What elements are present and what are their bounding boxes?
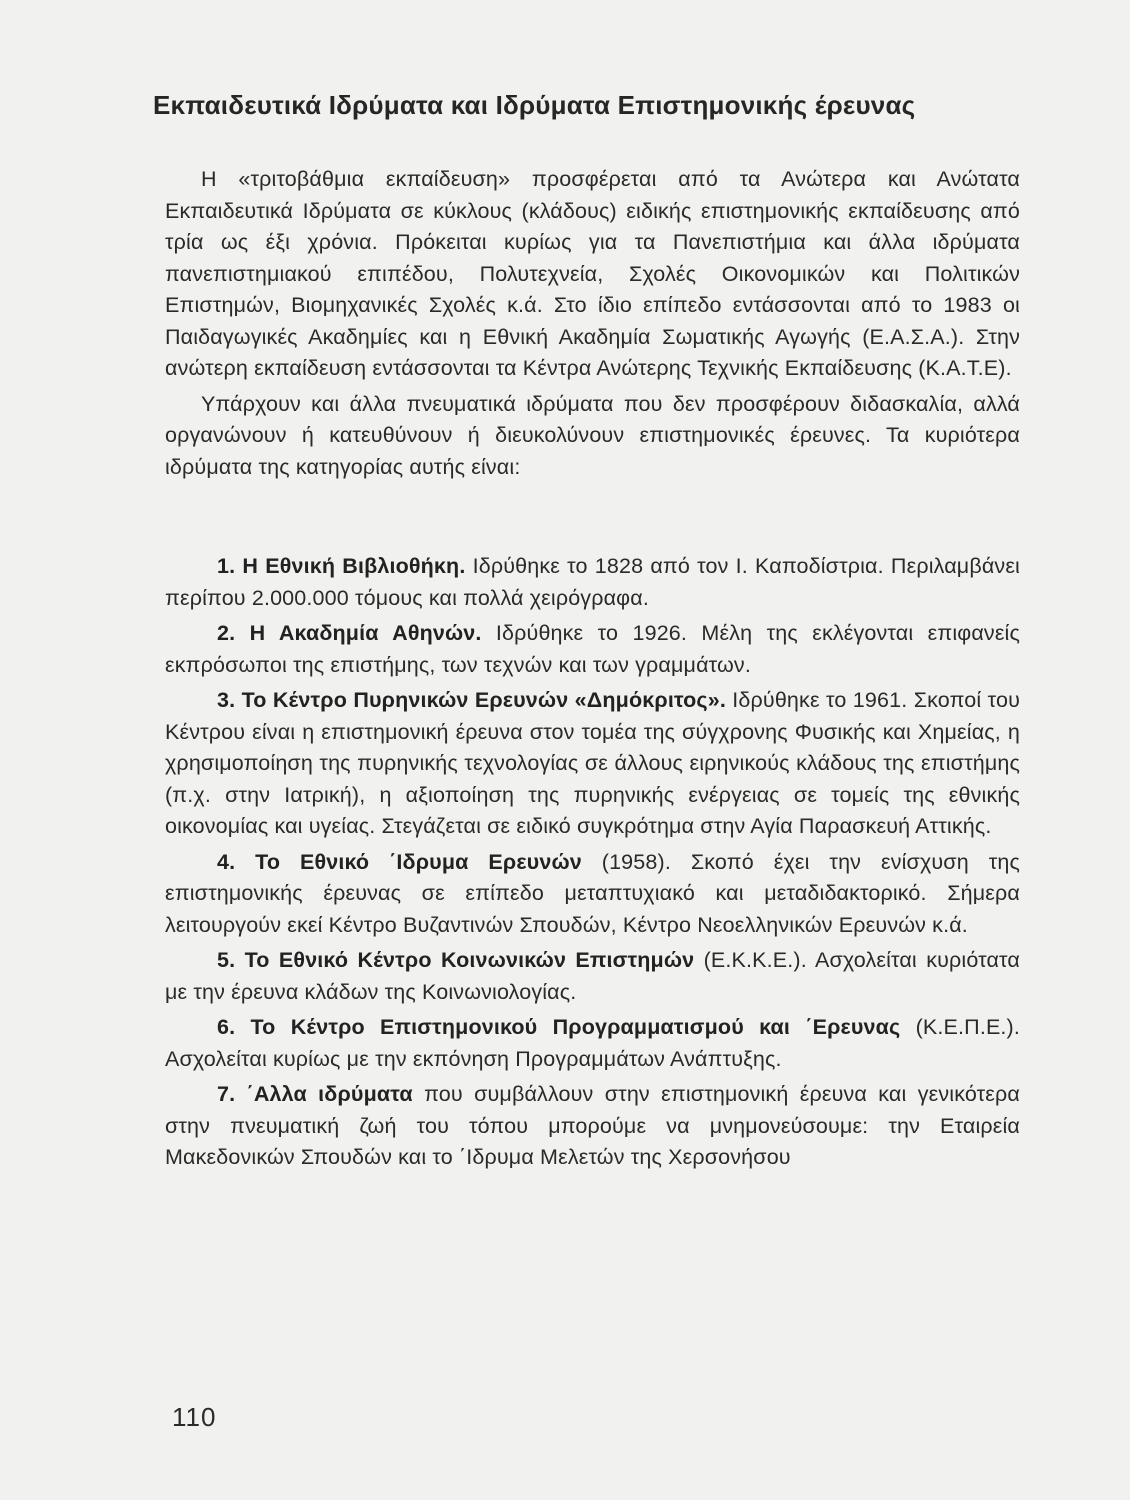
list-item-heading: 6. Το Κέντρο Επιστημονικού Προγραμματισμού και ΄Ερευνας	[217, 1015, 901, 1039]
list-item-4	[165, 847, 1020, 942]
list-item-text: (1958). Σκοπό έχει την ενίσχυση της επιστημονικής έρευνας σε επίπεδο μεταπτυχιακό και μεταδιδακτορικό. Σήμερα λειτουργούν εκεί Κέντρο Βυζαντινών Σπουδών, Κέντρο Νεοελληνικών Ερευνών κ.ά.	[165, 849, 1020, 937]
list-item-7	[165, 1079, 1020, 1174]
page-number: 110	[172, 1402, 217, 1432]
list-item-6	[165, 1012, 1020, 1075]
list-item-2	[165, 618, 1020, 681]
list-item-3	[165, 685, 1020, 843]
page-title: Εκπαιδευτικά Ιδρύματα και Ιδρύματα Επιστημονικής έρευνας	[153, 90, 916, 120]
list-item-text: Ιδρύθηκε το 1961. Σκοποί του Κέντρου είναι η επιστημονική έρευνα στον τομέα της σύγχρονης Φυσικής και Χημείας, η χρησιμοποίηση της πυρηνικής τεχνολογίας σε άλλους ειρηνικούς κλάδους της επιστήμης (π.χ. στην Ιατρική), η αξιοποίηση της πυρηνικής ενέργειας σε τομείς της εθνικής οικονομίας και υγείας. Στεγάζεται σε ειδικό συγκρότημα στην Αγία Παρασκευή Αττικής.	[165, 688, 1020, 838]
list-item-heading: 7. ΄Αλλα ιδρύματα	[217, 1082, 413, 1106]
list-item-heading: 4. Το Εθνικό ΄Ιδρυμα Ερευνών	[217, 849, 582, 874]
list-item-text: (Κ.Ε.Π.Ε.). Ασχολείται κυρίως με την εκπόνηση Προγραμμάτων Ανάπτυξης.	[165, 1015, 1020, 1071]
page-body	[153, 88, 1021, 1178]
list-item-heading: 1. Η Εθνική Βιβλιοθήκη.	[217, 554, 466, 578]
intro-paragraph-2: Υπάρχουν και άλλα πνευματικά ιδρύματα που δεν προσφέρουν διδασκαλία, αλλά οργανώνουν ή κατευθύνουν ή διευκολύνουν επιστημονικές έρευνες. Τα κυριότερα ιδρύματα της κατηγορίας αυτής είναι:	[165, 391, 1020, 479]
list-item-text: Ιδρύθηκε το 1828 από τον Ι. Καποδίστρια. Περιλαμβάνει περίπου 2.000.000 τόμους και πολλά χειρόγραφα.	[165, 554, 1020, 610]
list-item-text: Ιδρύθηκε το 1926. Μέλη της εκλέγονται επιφανείς εκπρόσωποι της επιστήμης, των τεχνών και των γραμμάτων.	[165, 621, 1021, 677]
institutions-list	[165, 551, 1020, 1174]
list-item-1	[165, 551, 1020, 614]
list-item-heading: 2. Η Ακαδημία Αθηνών.	[217, 621, 482, 645]
intro-paragraph-1: Η «τριτοβάθμια εκπαίδευση» προσφέρεται από τα Ανώτερα και Ανώτατα Εκπαιδευτικά Ιδρύματα σε κύκλους (κλάδους) ειδικής επιστημονικής εκπαίδευσης από τρία ως έξι χρόνια. Πρόκειται κυρίως για τα Πανεπιστήμια και άλλα ιδρύματα πανεπιστημιακού επιπέδου, Πολυτεχνεία, Σχολές Οικονομικών και Πολιτικών Επιστημών, Βιομηχανικές Σχολές κ.ά. Στο ίδιο επίπεδο εντάσσονται από το 1983 οι Παιδαγωγικές Ακαδημίες και η Εθνική Ακαδημία Σωματικής Αγωγής (Ε.Α.Σ.Α.). Στην ανώτερη εκπαίδευση εντάσσονται τα Κέντρα Ανώτερης Τεχνικής Εκπαίδευσης (Κ.Α.Τ.Ε).	[165, 167, 1020, 380]
list-item-5	[165, 945, 1020, 1008]
list-item-text: που συμβάλλουν στην επιστημονική έρευνα και γενικότερα στην πνευματική ζωή του τόπου μπορούμε να μνημονεύσουμε: την Εταιρεία Μακεδονικών Σπουδών και το ΄Ιδρυμα Μελετών της Χερσονήσου	[165, 1082, 1020, 1169]
list-item-heading: 3. Το Κέντρο Πυρηνικών Ερευνών «Δημόκριτος».	[217, 688, 726, 712]
list-item-text: (Ε.Κ.Κ.Ε.). Ασχολείται κυριότατα με την έρευνα κλάδων της Κοινωνιολογίας.	[165, 948, 1020, 1004]
list-item-heading: 5. Το Εθνικό Κέντρο Κοινωνικών Επιστημών	[217, 948, 695, 972]
